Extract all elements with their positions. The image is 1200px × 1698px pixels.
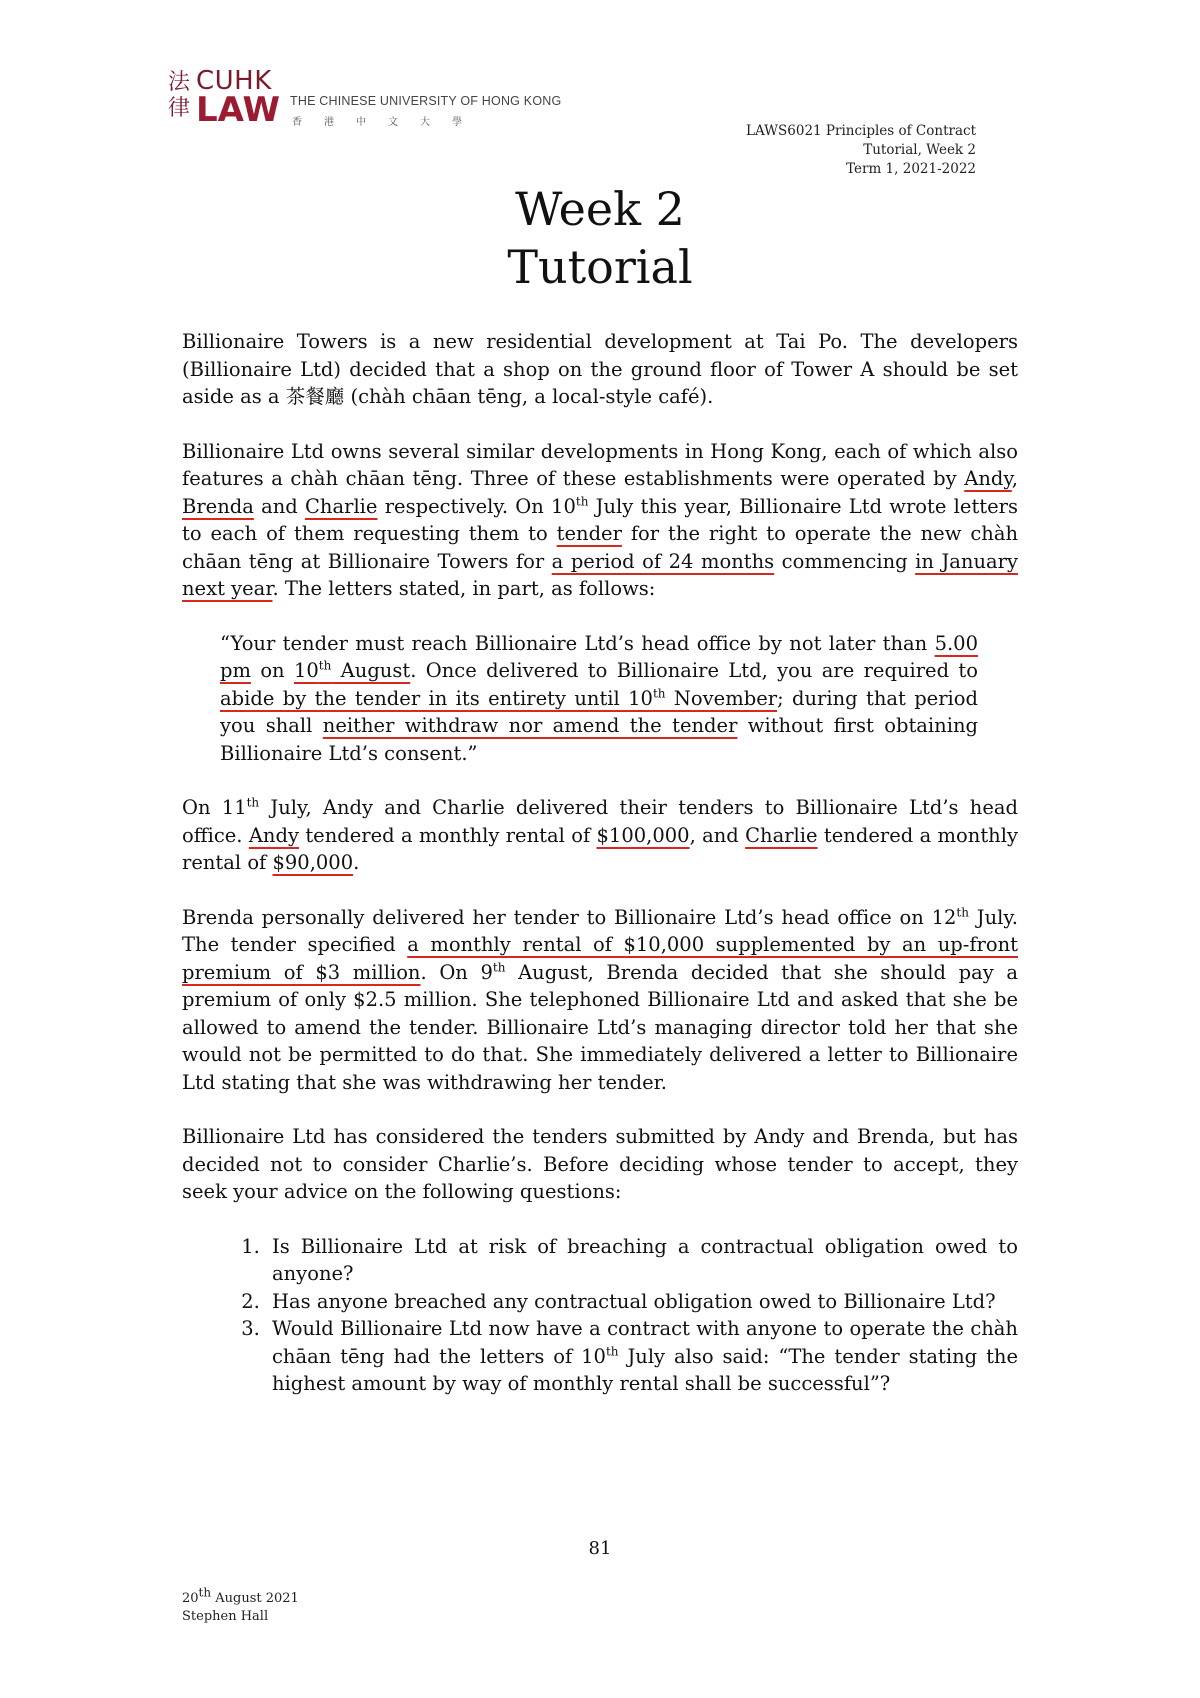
text: 20 xyxy=(182,1591,199,1606)
text: and xyxy=(253,494,306,518)
underlined-deadline xyxy=(294,659,410,682)
text: 10 xyxy=(293,659,319,682)
text: Would Billionaire Ltd now have a contract with anyone to operate the chàh chāan tēng had the letters of 10 xyxy=(272,1317,1018,1368)
logo-university-name: THE CHINESE UNIVERSITY OF HONG KONG xyxy=(290,94,562,108)
paragraph-questions-intro: Billionaire Ltd has considered the tenders submitted by Andy and Brenda, but has decided not to consider Charlie’s. Before deciding whose tender to accept, they seek your advice on the following questions: xyxy=(182,1125,1018,1203)
underlined-andy: Andy xyxy=(248,823,299,847)
superscript: th xyxy=(492,960,506,974)
text: “Your tender must reach Billionaire Ltd’s head office by not later than xyxy=(220,631,935,655)
course-info xyxy=(746,122,976,179)
text: respectively. On 10 xyxy=(377,494,576,518)
underlined-andy: Andy xyxy=(964,467,1012,490)
document-body xyxy=(182,328,1018,1398)
underlined-charlie: Charlie xyxy=(305,494,378,518)
superscript: th xyxy=(652,686,666,700)
text: Brenda personally delivered her tender to Billionaire Ltd’s head office on 12 xyxy=(182,905,957,929)
text: on xyxy=(250,659,294,682)
text: ; during that period you shall xyxy=(220,686,979,737)
text: July. The tender specified xyxy=(182,905,1018,956)
paragraph-intro xyxy=(182,328,1018,411)
underlined-charlie-amount: $90,000 xyxy=(272,851,354,874)
logo-cjk-mark: 法律 xyxy=(168,70,191,121)
text: . xyxy=(353,851,360,874)
underlined-brenda: Brenda xyxy=(182,494,254,518)
paragraph-background xyxy=(182,438,1018,603)
superscript: th xyxy=(198,1585,212,1600)
chinese-text: 茶餐廳 xyxy=(285,385,345,408)
logo-university-name-zh: 香港中文大學 xyxy=(292,117,484,128)
question-3 xyxy=(266,1315,1018,1398)
underlined-brenda-tender: a monthly rental of $10,000 supplemented by an up-front premium of $3 million xyxy=(182,933,1018,984)
text: August, Brenda decided that she should pay a premium of only $2.5 million. She telephoned Billionaire Ltd and asked that she be allowed to amend the tender. Billionaire Ltd’s managing director told her that she would not be permitted to do that. She immediately delivered a letter to Billionaire Ltd stating that she was withdrawing her tender. xyxy=(182,960,1018,1094)
text: abide by the tender in its entirety until 10 xyxy=(220,686,653,710)
paragraph-andy-charlie xyxy=(182,794,1018,877)
text: November xyxy=(665,686,778,710)
superscript: th xyxy=(605,1344,619,1358)
page-title xyxy=(0,180,1200,296)
text: , and xyxy=(689,823,746,847)
text: August xyxy=(331,659,411,682)
tutorial-week: Tutorial, Week 2 xyxy=(863,142,976,158)
underlined-abide xyxy=(220,687,777,710)
page-number: 81 xyxy=(588,1538,612,1559)
text: On 11 xyxy=(182,796,247,819)
text: Billionaire Ltd owns several similar developments in Hong Kong, each of which also features a chàh chāan tēng. Three of these establishments were operated by xyxy=(182,439,1018,490)
term: Term 1, 2021-2022 xyxy=(846,161,976,177)
text: , xyxy=(1011,467,1018,490)
footer xyxy=(182,1585,299,1626)
superscript: th xyxy=(956,905,969,919)
text: July this year, Billionaire Ltd wrote letters to each of them requesting them to xyxy=(182,494,1018,545)
underlined-charlie: Charlie xyxy=(745,823,818,847)
underlined-tender: tender xyxy=(556,522,622,545)
footer-date xyxy=(182,1585,299,1608)
underlined-january: in January next year xyxy=(182,549,1018,600)
text: July also said: “The tender stating the highest amount by way of monthly rental shall be successful”? xyxy=(272,1344,1019,1395)
footer-author: Stephen Hall xyxy=(182,1609,269,1624)
paragraph-brenda xyxy=(182,904,1018,1097)
text: commencing xyxy=(774,549,916,573)
underlined-time: 5.00 pm xyxy=(220,631,978,682)
logo-law-text: LAW xyxy=(196,90,280,130)
text: tendered a monthly rental of xyxy=(298,823,597,847)
text: . Once delivered to Billionaire Ltd, you are required to xyxy=(410,659,978,682)
title-line-2: Tutorial xyxy=(507,240,693,294)
superscript: th xyxy=(318,658,332,673)
text: for the right to operate the new chàh chāan tēng at Billionaire Towers for xyxy=(182,522,1019,573)
cuhk-law-logo xyxy=(168,66,568,130)
course-code: LAWS6021 Principles of Contract xyxy=(745,123,976,139)
underlined-neither: neither withdraw nor amend the tender xyxy=(322,714,738,737)
underlined-andy-amount: $100,000 xyxy=(596,823,690,847)
logo-cuhk-text: CUHK xyxy=(196,66,272,96)
underlined-period: a period of 24 months xyxy=(551,549,775,573)
text: (chàh chāan tēng, a local-style café). xyxy=(344,385,714,408)
superscript: th xyxy=(575,494,589,508)
quoted-letter xyxy=(220,630,978,768)
question-2: 2. Has anyone breached any contractual obligation owed to Billionaire Ltd? xyxy=(266,1288,1018,1316)
text: . The letters stated, in part, as follows: xyxy=(272,577,656,600)
text: July, Andy and Charlie delivered their tenders to Billionaire Ltd’s head office. xyxy=(182,796,1019,847)
text: August 2021 xyxy=(211,1591,299,1606)
text: tendered a monthly rental of xyxy=(182,823,1018,874)
question-1: 1. Is Billionaire Ltd at risk of breaching a contractual obligation owed to anyone? xyxy=(266,1233,1018,1288)
superscript: th xyxy=(246,795,260,810)
text: without first obtaining Billionaire Ltd’s consent.” xyxy=(220,714,978,765)
questions-list xyxy=(182,1233,1018,1398)
text: Billionaire Towers is a new residential development at Tai Po. The developers (Billionaire Ltd) decided that a shop on the ground floor of Tower A should be set aside as a xyxy=(182,330,1018,408)
title-line-1: Week 2 xyxy=(515,182,685,236)
text: . On 9 xyxy=(420,960,493,984)
